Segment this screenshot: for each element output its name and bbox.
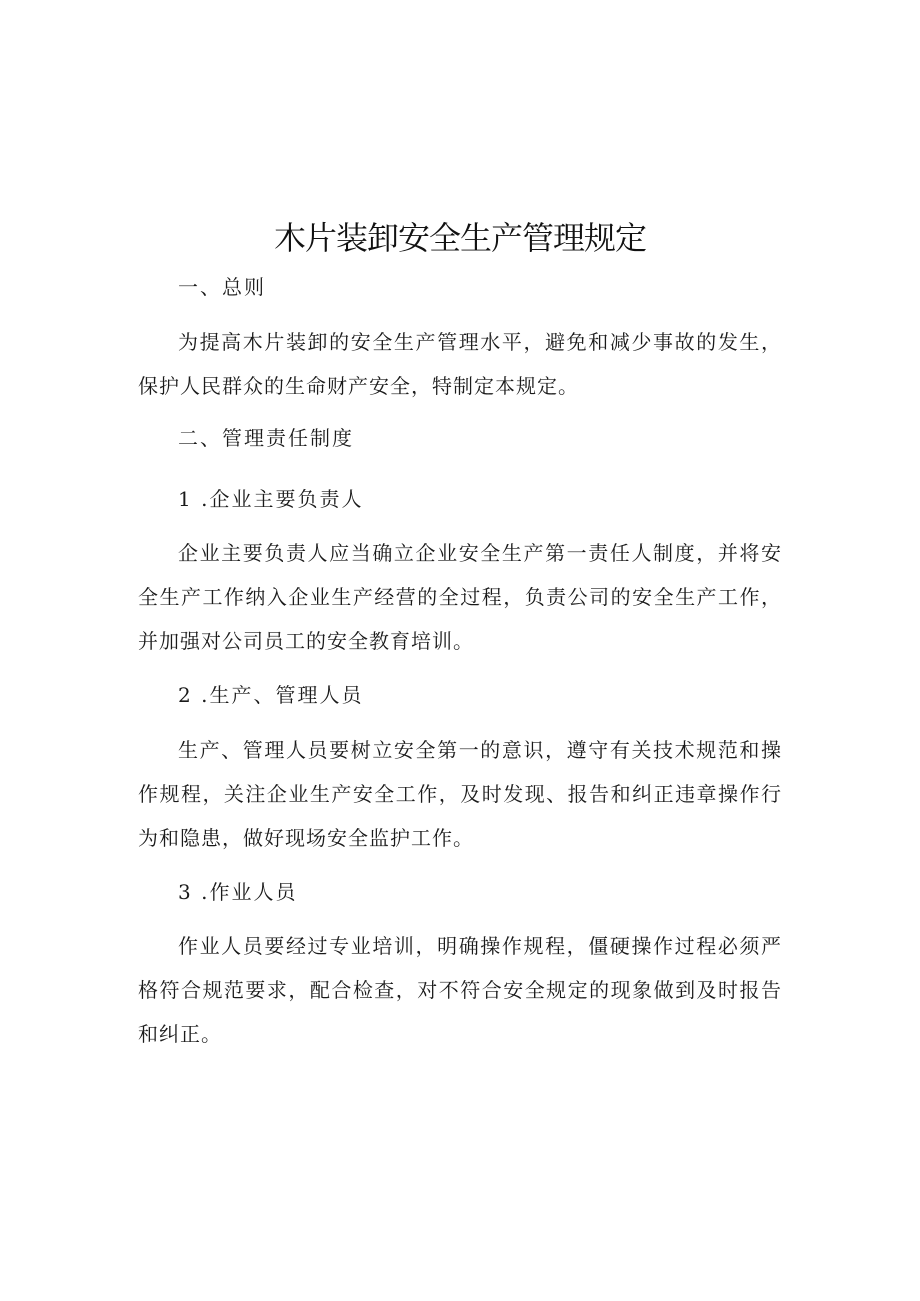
item-heading-1: 1 .企业主要负责人 xyxy=(178,487,364,511)
paragraph-item-2: 生产、管理人员要树立安全第一的意识，遵守有关技术规范和操作规程，关注企业生产安全工作，及时发现、报告和纠正违章操作行为和隐患，做好现场安全监护工作。 xyxy=(138,738,782,850)
paragraph-item-3: 作业人员要经过专业培训，明确操作规程，僵硬操作过程必须严格符合规范要求，配合检查，对不符合安全规定的现象做到及时报告和纠正。 xyxy=(138,934,782,1046)
section-heading-general: 一、总则 xyxy=(178,275,266,299)
section-heading-responsibility: 二、管理责任制度 xyxy=(178,426,354,450)
item-heading-3: 3 .作业人员 xyxy=(178,880,298,904)
item-heading-2: 2 .生产、管理人员 xyxy=(178,683,364,707)
paragraph-general: 为提高木片装卸的安全生产管理水平，避免和减少事故的发生，保护人民群众的生命财产安全，特制定本规定。 xyxy=(138,330,782,398)
paragraph-item-1: 企业主要负责人应当确立企业安全生产第一责任人制度，并将安全生产工作纳入企业生产经营的全过程，负责公司的安全生产工作，并加强对公司员工的安全教育培训。 xyxy=(138,541,782,653)
document-title: 木片装卸安全生产管理规定 xyxy=(273,219,646,257)
